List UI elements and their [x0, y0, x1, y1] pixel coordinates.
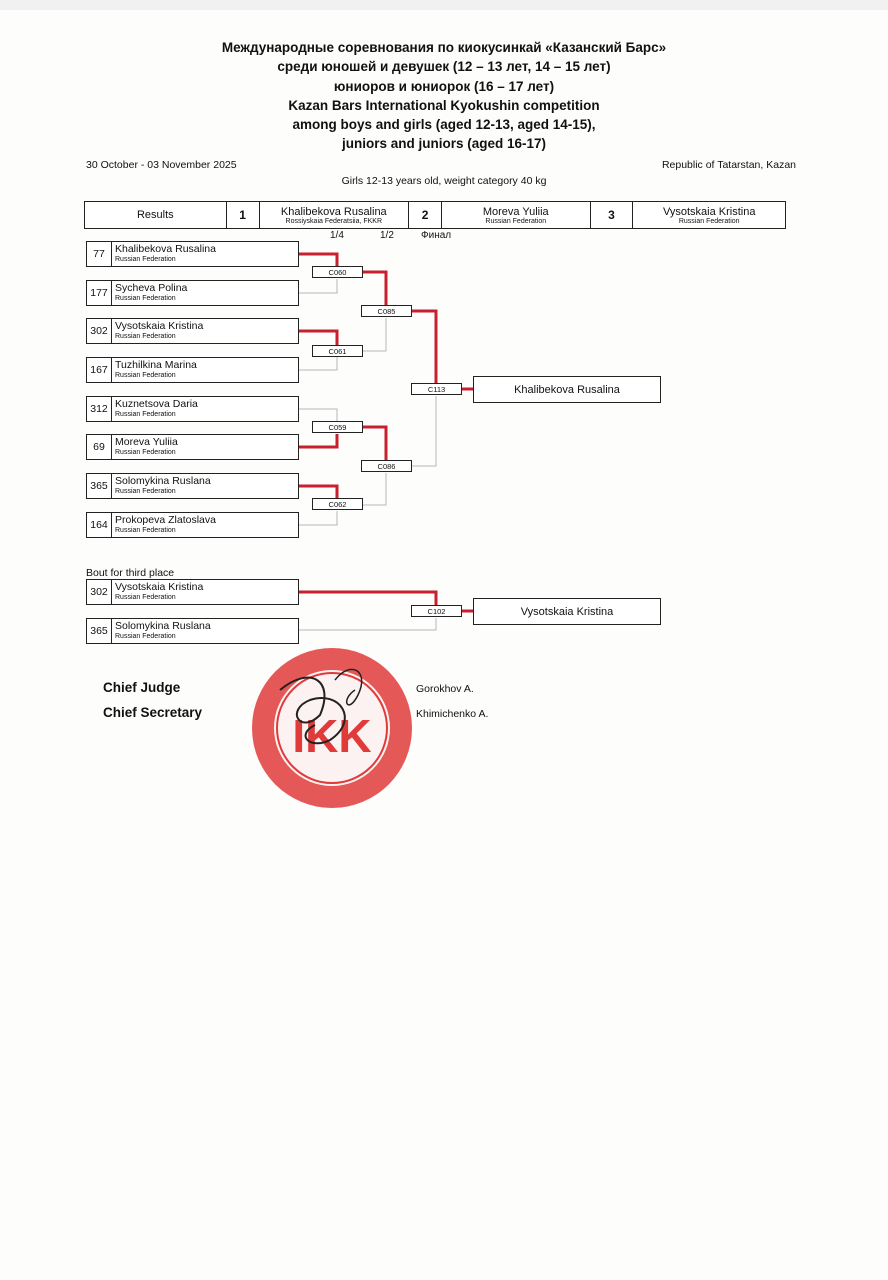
entry-164: [86, 512, 299, 538]
entry-name: Sycheva Polina: [115, 282, 188, 294]
weight-category: Girls 12-13 years old, weight category 40 kg: [341, 175, 547, 187]
entry-name: Tuzhilkina Marina: [115, 359, 197, 371]
line-c085-to-c113: [411, 311, 436, 383]
third-place-name: Vysotskaia Kristina: [662, 205, 756, 218]
title-line-2: среди юношей и девушек (12 – 13 лет, 14 – 15 лет): [277, 59, 611, 75]
entry-302: [86, 318, 299, 344]
line-c059-to-c086: [362, 427, 386, 460]
entry-365: [86, 473, 299, 499]
title-line-6: juniors and juniors (aged 16-17): [341, 136, 547, 152]
entry-177: [86, 280, 299, 306]
chief-secretary-name: Khimichenko A.: [416, 708, 489, 720]
entry-69: [86, 434, 299, 460]
entry-country: Russian Federation: [115, 594, 176, 601]
bout-c061: C061: [312, 345, 363, 357]
line-302-to-c102: [299, 592, 436, 605]
stamp-center-text: IKK: [292, 710, 372, 762]
bout-c062: C062: [312, 498, 363, 510]
entry-name: Vysotskaia Kristina: [115, 581, 204, 593]
line-365-to-c102: [299, 618, 436, 630]
line-77-to-c060: [299, 254, 337, 266]
entry-name: Kuznetsova Daria: [115, 398, 198, 410]
entry-country: Russian Federation: [115, 527, 176, 534]
title-line-4: Kazan Bars International Kyokushin competition: [288, 97, 600, 113]
line-312-to-c059: [299, 409, 337, 421]
first-place-name: Khalibekova Rusalina: [280, 205, 387, 218]
event-dates: 30 October - 03 November 2025: [86, 159, 237, 171]
bout-c085: C085: [361, 305, 412, 317]
third-entry-302: [86, 579, 299, 605]
first-place-org: Rossiyskaia Federatsiia, FKKR: [285, 217, 383, 225]
entry-country: Russian Federation: [115, 449, 176, 456]
first-place-number: 1: [227, 202, 260, 228]
entry-country: Russian Federation: [115, 333, 176, 340]
bout-c113: C113: [411, 383, 462, 395]
third-place-number: 3: [591, 202, 634, 228]
chief-judge-label: Chief Judge: [103, 680, 181, 695]
title-line-1: Международные соревнования по киокусинкай «Казанский Барс»: [221, 40, 667, 55]
bout-c102: C102: [411, 605, 462, 617]
bout-c059: C059: [312, 421, 363, 433]
line-164-to-c062: [299, 511, 337, 525]
line-177-to-c060: [299, 279, 337, 293]
entry-name: Vysotskaia Kristina: [115, 320, 204, 332]
entry-country: Russian Federation: [115, 633, 176, 640]
entry-name: Moreva Yuliia: [115, 436, 178, 448]
line-69-to-c059: [299, 434, 337, 447]
third-place-org: Russian Federation: [678, 217, 740, 225]
entry-country: Russian Federation: [115, 411, 176, 418]
entry-312: [86, 396, 299, 422]
entry-name: Prokopeva Zlatoslava: [115, 514, 216, 526]
bout-c086: C086: [361, 460, 412, 472]
second-place-name: Moreva Yuliia: [482, 205, 549, 218]
entry-country: Russian Federation: [115, 256, 176, 263]
entry-number: 312: [87, 397, 112, 421]
line-c086-to-c113: [411, 396, 436, 466]
entry-number: 177: [87, 281, 112, 305]
event-location: Republic of Tatarstan, Kazan: [661, 159, 796, 171]
second-place-org: Russian Federation: [485, 217, 547, 225]
round-label-quarter: 1/4: [330, 230, 344, 241]
third-place-label: Bout for third place: [86, 567, 175, 579]
entry-name: Solomykina Ruslana: [115, 620, 211, 632]
entry-number: 365: [87, 474, 112, 498]
title-line-3: юниоров и юниорок (16 – 17 лет): [333, 78, 555, 94]
entry-number: 69: [87, 435, 112, 459]
title-line-5: among boys and girls (aged 12-13, aged 14-15),: [292, 117, 596, 133]
entry-number: 302: [87, 580, 112, 604]
final-winner-box: Khalibekova Rusalina: [473, 376, 661, 403]
line-302-to-c061: [299, 331, 337, 345]
line-c060-to-c085: [362, 272, 386, 305]
entry-number: 365: [87, 619, 112, 643]
entry-number: 164: [87, 513, 112, 537]
entry-name: Khalibekova Rusalina: [115, 243, 216, 255]
entry-number: 77: [87, 242, 112, 266]
entry-country: Russian Federation: [115, 295, 176, 302]
third-place-winner-box: Vysotskaia Kristina: [473, 598, 661, 625]
chief-judge-name: Gorokhov A.: [416, 683, 474, 695]
line-c061-to-c085: [362, 318, 386, 351]
line-365-to-c062: [299, 486, 337, 498]
round-label-semi: 1/2: [380, 230, 394, 241]
results-label: Results: [85, 202, 227, 228]
round-label-final: Финал: [421, 230, 452, 241]
entry-country: Russian Federation: [115, 488, 176, 495]
entry-77: [86, 241, 299, 267]
second-place-number: 2: [409, 202, 442, 228]
entry-name: Solomykina Ruslana: [115, 475, 211, 487]
line-167-to-c061: [299, 357, 337, 370]
federation-stamp: [240, 640, 430, 815]
line-c062-to-c086: [362, 473, 386, 505]
entry-country: Russian Federation: [115, 372, 176, 379]
entry-number: 167: [87, 358, 112, 382]
entry-number: 302: [87, 319, 112, 343]
chief-secretary-label: Chief Secretary: [103, 705, 203, 720]
entry-167: [86, 357, 299, 383]
bout-c060: C060: [312, 266, 363, 278]
